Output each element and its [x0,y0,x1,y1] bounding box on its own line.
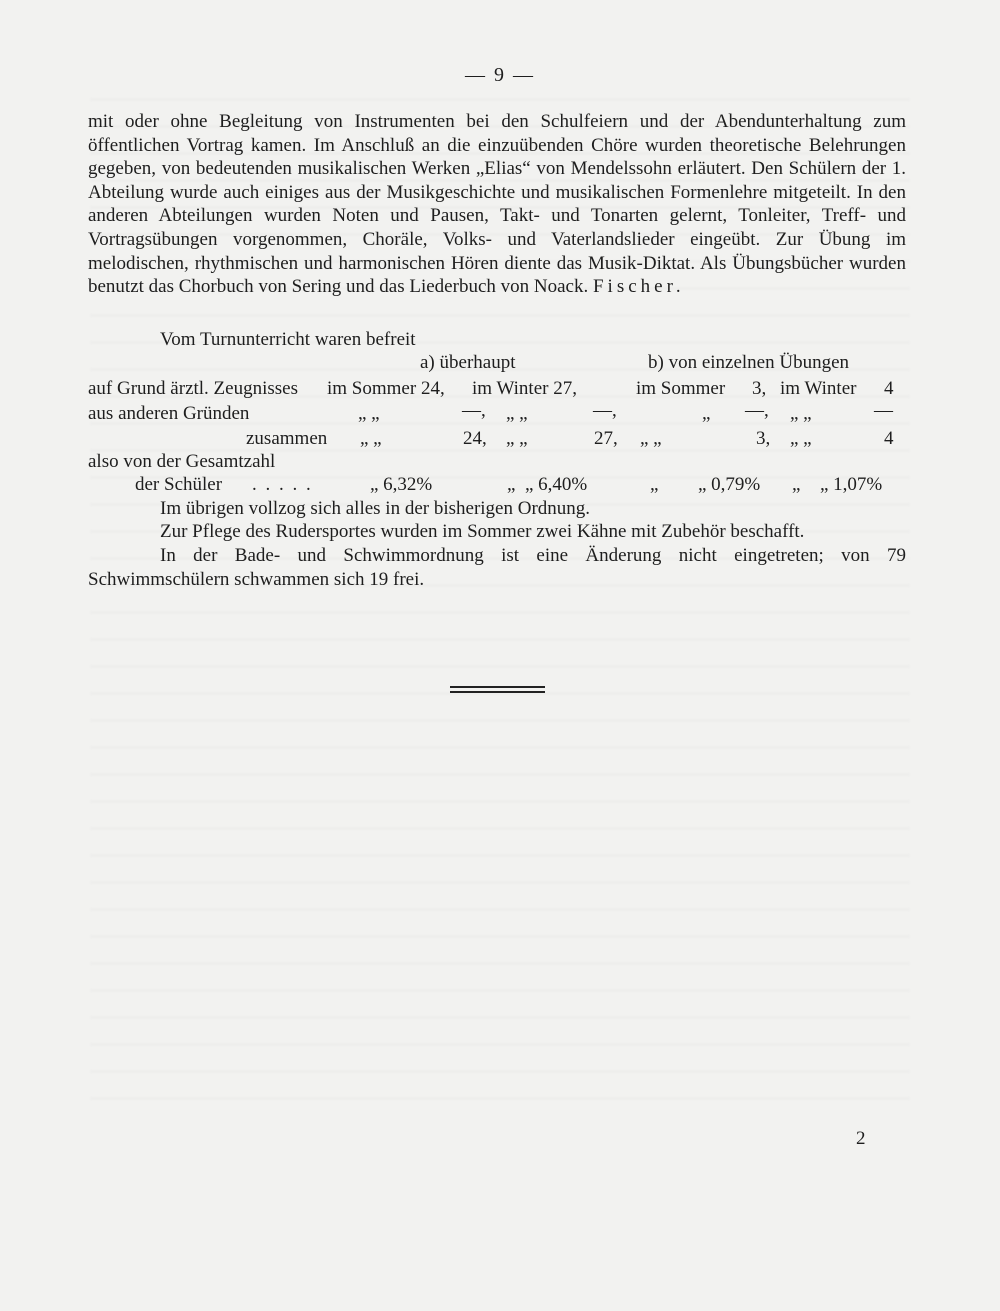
row5-b-sommer-ditto: „ [650,474,659,495]
row4-label: also von der Gesamtzahl [88,451,276,472]
page-number: — 9 — [465,64,535,86]
row2-b-winter-ditto: „ „ [790,403,812,424]
closing-line-1: Im übrigen vollzog sich alles in der bisherigen Ordnung. [160,498,591,519]
music-paragraph [88,110,906,299]
row3-a-winter-value: 27, [594,428,618,449]
row2-a-sommer-ditto: „ „ [358,403,380,424]
row3-a-winter-ditto: „ „ [506,428,528,449]
music-signature: Fischer. [592,276,685,298]
row5-label: der Schüler [135,474,223,495]
row3-a-sommer-ditto: „ „ [360,428,382,449]
row5-b-winter: „ 1,07% [820,474,883,495]
turn-col-a-heading: a) überhaupt [420,352,516,373]
row2-label: aus anderen Gründen [88,403,250,424]
row5-a-winter: „ 6,40% [525,474,588,495]
sheet-number: 2 [856,1128,866,1149]
row2-a-sommer-value: —, [462,400,486,421]
closing-line-2: Zur Pflege des Rudersportes wurden im Sommer zwei Kähne mit Zubehör beschafft. [160,521,805,542]
row3-b-winter-value: 4 [884,428,894,449]
row3-b-sommer-ditto: „ „ [640,428,662,449]
row1-b-winter: im Winter [780,378,857,399]
row2-a-winter-ditto: „ „ [506,403,528,424]
row2-a-winter-value: —, [593,400,617,421]
row1-b-sommer-value: 3, [752,378,767,399]
row5-a-winter-ditto: „ [507,474,516,495]
turn-col-b-heading: b) von einzelnen Übungen [648,352,850,373]
row3-a-sommer-value: 24, [463,428,487,449]
row3-b-sommer-value: 3, [756,428,771,449]
row2-b-winter-value: — [874,400,893,421]
rule-line [450,686,545,688]
row3-label: zusammen [246,428,328,449]
row1-b-sommer: im Sommer [636,378,726,399]
row2-b-sommer-ditto: „ [702,403,711,424]
music-text: mit oder ohne Begleitung von Instrumenten bei den Schulfeiern und der Abendunterhaltung zum öffentlichen Vortrag kamen. Im Anschluß an die einzuübenden Chöre wurden theoretische Belehrungen gegeben, von bedeutenden musikalischen Werken „Elias“ von Mendelssohn erläutert. Den Schülern der 1. Abteilung wurde auch einiges aus der Musikgeschichte und musikalischen Formenlehre mitgeteilt. In den anderen Abteilungen wurden Noten und Pausen, Takt- und Tonarten gelernt, Tonleiter, Treff- und Vortragsübungen vorgenommen, Choräle, Volks- und Vaterlandslieder eingeübt. Zur Übung im melodischen, rhythmischen und harmonischen Hören diente das Musik-Diktat. Als Übungsbücher wurden benutzt das Chorbuch von Sering und das Liederbuch von Noack. [88,111,906,298]
row5-a-sommer: „ 6,32% [370,474,433,495]
row2-b-sommer-value: —, [745,400,769,421]
closing-line-3: In der Bade- und Schwimmordnung ist eine Änderung nicht eingetreten; von 79 Schwimmschülern schwammen sich 19 frei. [88,545,906,590]
row5-dots: . . . . . [252,474,313,495]
rule-line [450,691,545,693]
row5-b-sommer: „ 0,79% [698,474,761,495]
row1-b-winter-value: 4 [884,378,894,399]
turn-intro: Vom Turnunterricht waren befreit [160,329,416,350]
row3-b-winter-ditto: „ „ [790,428,812,449]
row1-a-sommer: im Sommer 24, [327,378,445,399]
double-rule-divider [450,686,545,696]
row5-b-winter-ditto: „ [792,474,801,495]
row1-label: auf Grund ärztl. Zeugnisses [88,378,298,399]
row1-a-winter: im Winter 27, [472,378,577,399]
